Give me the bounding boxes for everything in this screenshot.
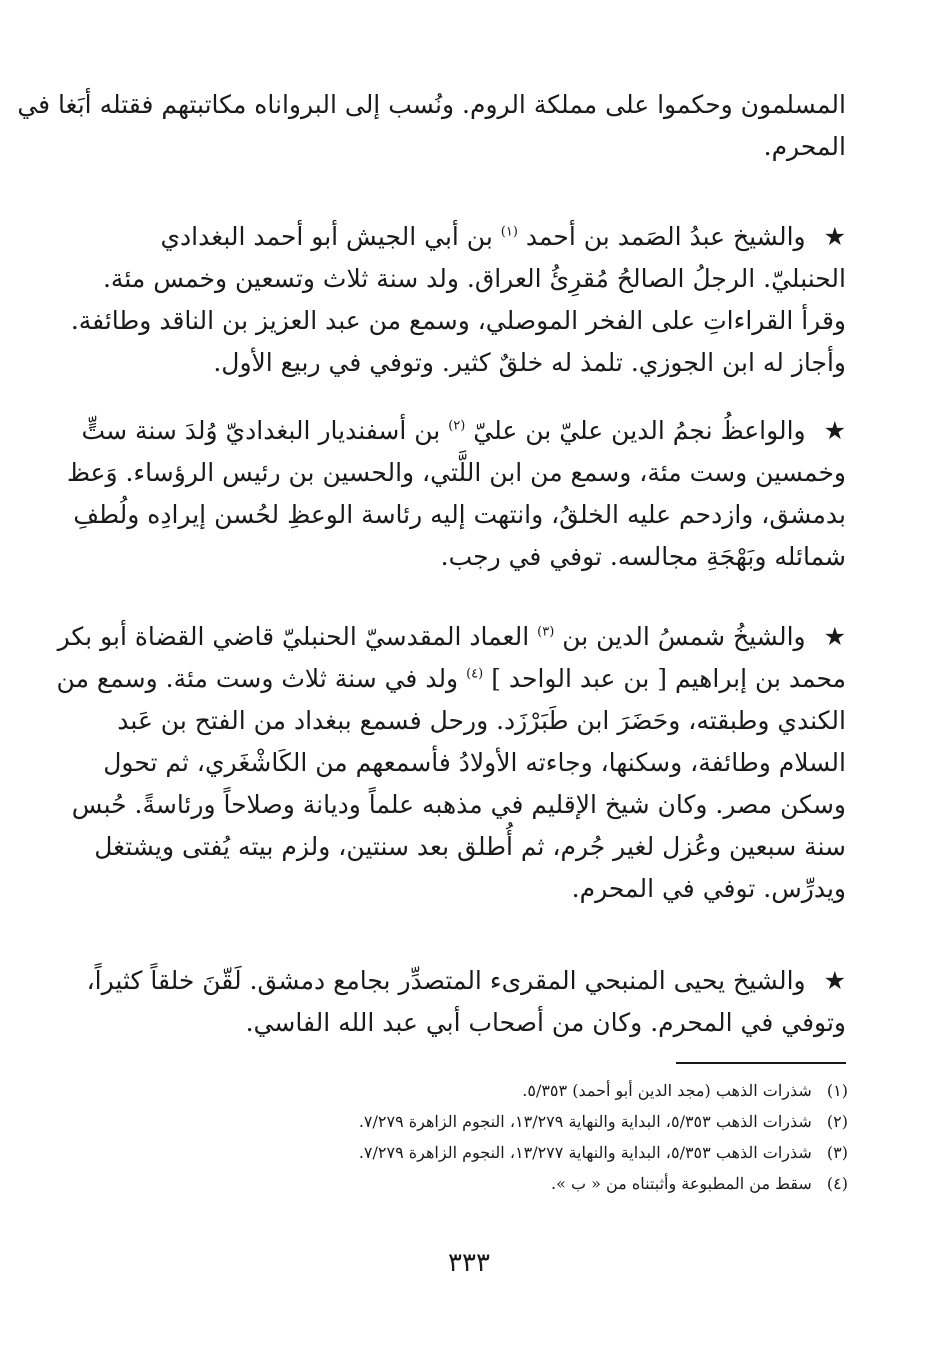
text-line: الكندي وطبقته، وحَضَرَ ابن طَبَرْزَد. ورحل فسمع ببغداد من الفتح بن عَبد [117,706,846,735]
entry-heading: والشيخ عبدُ الصَمد بن أحمد [525,222,806,251]
entry-first-line [86,960,846,1002]
star-icon: ★ [823,966,846,995]
text-line: الحنبليّ. الرجلُ الصالحُ مُقرِئُ العراق. ولد سنة ثلاث وتسعين وخمس مئة. [102,264,846,293]
entry-heading-cont: بن أسفنديار البغداديّ وُلدَ سنة ستٍّ [81,416,441,445]
footnote-text: سقط من المطبوعة وأثبتناه من « ب ». [551,1174,812,1193]
footnote-ref: (٣) [537,624,555,640]
entry-heading-cont: بن أبي الجيش أبو أحمد البغدادي [160,222,493,251]
entry-heading: والشيخ يحيى المنبحي المقرىء المتصدِّر بجامع دمشق. لَقّنَ خلقاً كثيراً، [86,966,806,995]
footnote-number: (٤) [826,1174,848,1193]
footnotes [128,1075,848,1199]
biography-entry-2 [66,410,846,578]
entry-second-line [56,658,846,700]
footnote-number: (١) [826,1081,848,1100]
text-line: وأجاز له ابن الجوزي. تلمذ له خلقٌ كثير. وتوفي في ربيع الأول. [213,348,846,377]
footnote-ref: (١) [500,224,518,240]
text-line: المسلمون وحكموا على مملكة الروم. ونُسب إلى البرواناه مكاتبتهم فقتله أبَغا في [17,90,846,119]
text-line: شمائله وبَهْجَةِ مجالسه. توفي في رجب. [440,542,846,571]
footnote-number: (٢) [826,1112,848,1131]
text-line: المحرم. [763,132,846,161]
footnote-item [128,1075,848,1106]
biography-entry-1 [70,216,846,384]
text-line: وخمسين وست مئة، وسمع من ابن اللَّتي، والحسين بن رئيس الرؤساء. وَعظ [66,458,846,487]
text-line: وسكن مصر. وكان شيخ الإقليم في مذهبه علماً وديانة وصلاحاً ورئاسةً. حُبس [71,790,846,819]
biography-entry-3 [56,616,846,910]
star-icon: ★ [823,416,846,445]
footnote-text: شذرات الذهب (مجد الدين أبو أحمد) ٥/٣٥٣. [522,1081,812,1100]
footnote-item [128,1106,848,1137]
page-number: ٣٣٣ [448,1248,490,1278]
footnote-ref: (٤) [466,666,484,682]
star-icon: ★ [823,622,846,651]
text-line: ويدرِّس. توفي في المحرم. [571,874,846,903]
text-line: بدمشق، وازدحم عليه الخلقُ، وانتهت إليه رئاسة الوعظِ لحُسن إيرادِه ولُطفِ [73,500,846,529]
footnote-item [128,1137,848,1168]
footnote-number: (٣) [826,1143,848,1162]
footnote-item [128,1168,848,1199]
entry-first-line [128,216,846,258]
text-line: وقرأ القراءاتِ على الفخر الموصلي، وسمع من عبد العزيز بن الناقد وطائفة. [70,306,846,335]
entry-heading: والواعظُ نجمُ الدين عليّ بن عليّ [473,416,806,445]
text-line: وتوفي في المحرم. وكان من أصحاب أبي عبد الله الفاسي. [245,1008,846,1037]
entry-first-line [57,616,846,658]
footnote-text: شذرات الذهب ٥/٣٥٣، البداية والنهاية ١٣/٢٧٩، النجوم الزاهرة ٧/٢٧٩. [358,1112,812,1131]
entry-text-cont: ولد في سنة ثلاث وست مئة. وسمع من [56,664,459,693]
star-icon: ★ [823,222,846,251]
text-line: سنة سبعين وعُزل لغير جُرم، ثم أُطلق بعد سنتين، ولزم بيته يُفتى ويشتغل [94,832,846,861]
entry-first-line [81,410,846,452]
text-line: السلام وطائفة، وسكنها، وجاءته الأولادُ فأسمعهم من الكَاشْغَري، ثم تحول [103,748,846,777]
entry-heading-cont: العماد المقدسيّ الحنبليّ قاضي القضاة أبو بكر [57,622,530,651]
footnote-text: شذرات الذهب ٥/٣٥٣، البداية والنهاية ١٣/٢٧٧، النجوم الزاهرة ٧/٢٧٩. [358,1143,812,1162]
footnote-ref: (٢) [448,418,466,434]
entry-text: محمد بن إبراهيم [ بن عبد الواحد ] [491,664,846,693]
biography-entry-4 [86,960,846,1044]
continuation-paragraph [17,84,846,168]
entry-heading: والشيخُ شمسُ الدين بن [562,622,806,651]
footnote-divider [676,1062,846,1064]
